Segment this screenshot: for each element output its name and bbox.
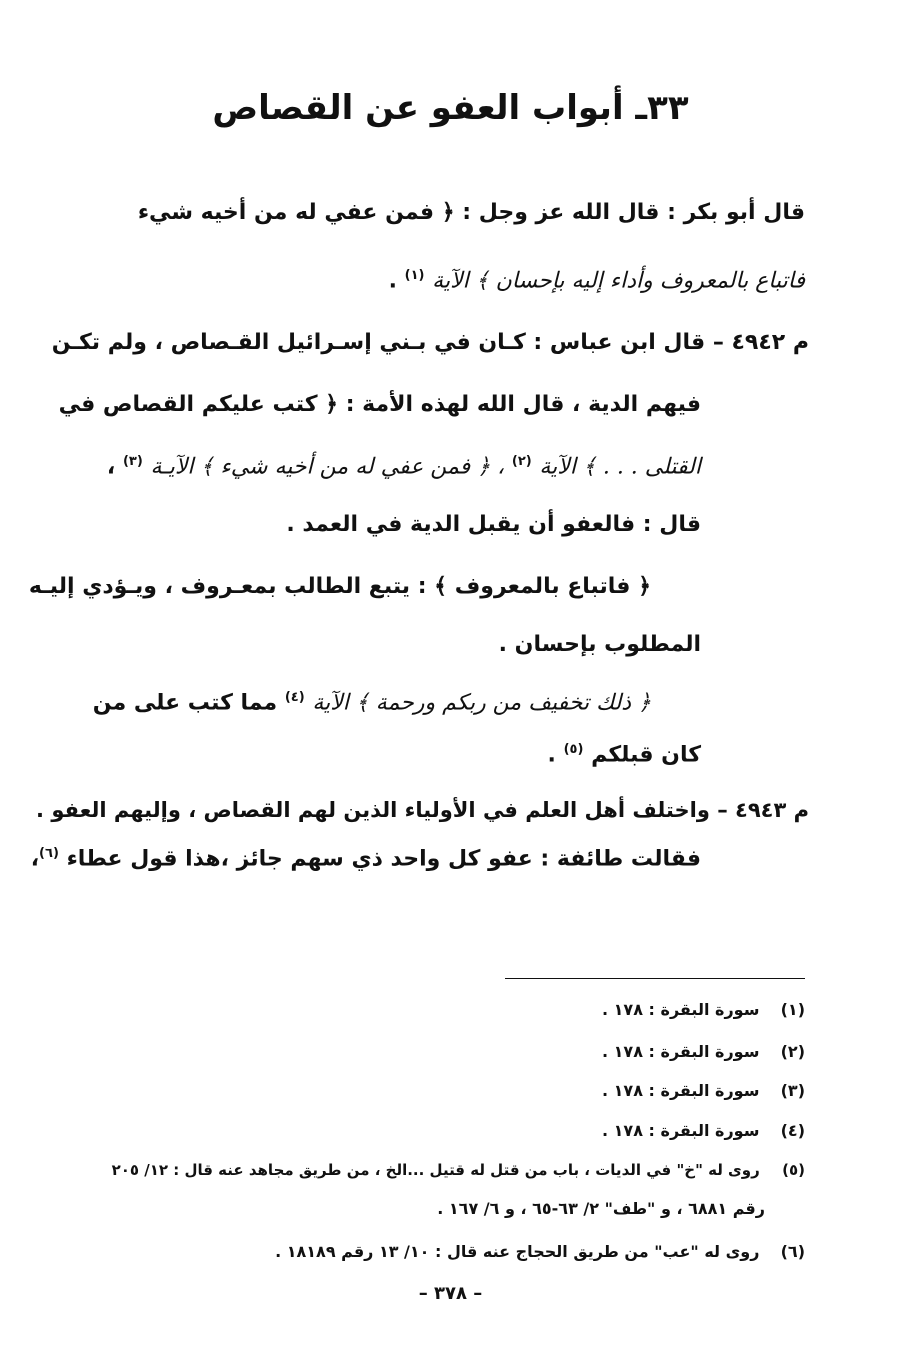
body-line-3 [52, 330, 809, 356]
footnote-6 [275, 1242, 805, 1261]
body-text: . [388, 268, 405, 294]
body-line-9 [93, 690, 651, 717]
quran-text: ﴿ ذلك تخفيف من ربكم ورحمة ﴾ الآية [312, 690, 651, 716]
body-line-8 [499, 632, 701, 658]
footnote-number: (٦) [780, 1242, 805, 1261]
quran-text: ، ﴿ فمن عفي له من أخيه شيء ﴾ الآيـة [150, 454, 505, 480]
footnote-text: سورة البقرة : ١٧٨ . [602, 1121, 760, 1140]
footnote-number: (٣) [780, 1081, 805, 1100]
quran-text: فاتباع بالمعروف وأداء إليه بإحسان ﴾ الآية [432, 268, 805, 294]
body-line-2 [389, 268, 805, 295]
footnote-number: (١) [780, 1000, 805, 1019]
body-text: قال : فالعفو أن يقبل الدية في العمد . [286, 512, 701, 537]
chapter-title: ٣٣ـ أبواب العفو عن القصاص [212, 88, 689, 128]
body-line-11 [36, 798, 809, 823]
footnote-number: (٤) [780, 1121, 805, 1140]
footnote-5-continued [437, 1199, 765, 1218]
body-text: ، [106, 454, 123, 480]
quran-text: القتلى . . . ﴾ الآية [539, 454, 701, 480]
footnote-4 [602, 1121, 805, 1140]
footnote-1 [602, 1000, 805, 1019]
footnote-text: روى له "خ" في الديات ، باب من قتل له قتيل ...الخ ، من طريق مجاهد عنه قال : ١٢/ ٢٠٥ [111, 1161, 760, 1179]
body-line-7 [29, 574, 651, 600]
footnote-3 [602, 1081, 805, 1100]
body-text: م ٤٩٤٢ – قال ابن عباس : كـان في بـني إسـرائيل القـصاص ، ولم تكـن [51, 330, 809, 355]
footnote-separator [505, 978, 805, 979]
footnote-5 [112, 1161, 805, 1179]
footnote-number: (٥) [782, 1161, 805, 1179]
footnote-2 [602, 1042, 805, 1061]
footnote-ref-6: (٦) [39, 846, 59, 861]
footnote-text: روى له "عب" من طريق الحجاج عنه قال : ١٠/ ١٣ رقم ١٨١٨٩ . [275, 1242, 760, 1261]
body-text: فقالت طائفة : عفو كل واحد ذي سهم جائز ،هذا قول عطاء [66, 846, 701, 872]
body-line-5 [107, 454, 701, 481]
footnote-text: سورة البقرة : ١٧٨ . [602, 1042, 760, 1061]
body-text: ، [30, 846, 40, 872]
body-text: . [547, 742, 564, 768]
body-text: م ٤٩٤٣ – واختلف أهل العلم في الأولياء الذين لهم القصاص ، وإليهم العفو . [36, 798, 809, 822]
body-text: قال أبو بكر : قال الله عز وجل : ﴿ فمن عفي له من أخيه شيء [137, 200, 805, 225]
footnote-ref-1: (١) [404, 268, 425, 283]
footnote-ref-2: (٢) [511, 454, 532, 469]
footnote-number: (٢) [780, 1042, 805, 1061]
footnote-text: سورة البقرة : ١٧٨ . [602, 1081, 760, 1100]
page-number: – ٣٧٨ – [418, 1283, 483, 1304]
body-line-12 [31, 846, 701, 873]
footnote-ref-4: (٤) [284, 690, 305, 705]
body-line-1 [138, 200, 805, 226]
footnote-ref-5: (٥) [563, 742, 584, 757]
body-text: فيهم الدية ، قال الله لهذه الأمة : ﴿ كتب عليكم القصاص في [58, 392, 701, 417]
body-line-6 [286, 512, 701, 538]
body-line-4 [59, 392, 701, 418]
footnote-ref-3: (٣) [122, 454, 143, 469]
footnote-text: سورة البقرة : ١٧٨ . [602, 1000, 760, 1019]
body-text: ﴿ فاتباع بالمعروف ﴾ : يتبع الطالب بمعـروف ، ويـؤدي إليـه [28, 574, 651, 599]
body-text: كان قبلكم [591, 742, 701, 768]
footnote-text: رقم ٦٨٨١ ، و "طف" ٢/ ٦٣-٦٥ ، و ٦/ ١٦٧ . [437, 1199, 765, 1218]
body-text: المطلوب بإحسان . [498, 632, 701, 657]
body-line-10 [548, 742, 701, 769]
body-text: مما كتب على من [92, 690, 278, 716]
